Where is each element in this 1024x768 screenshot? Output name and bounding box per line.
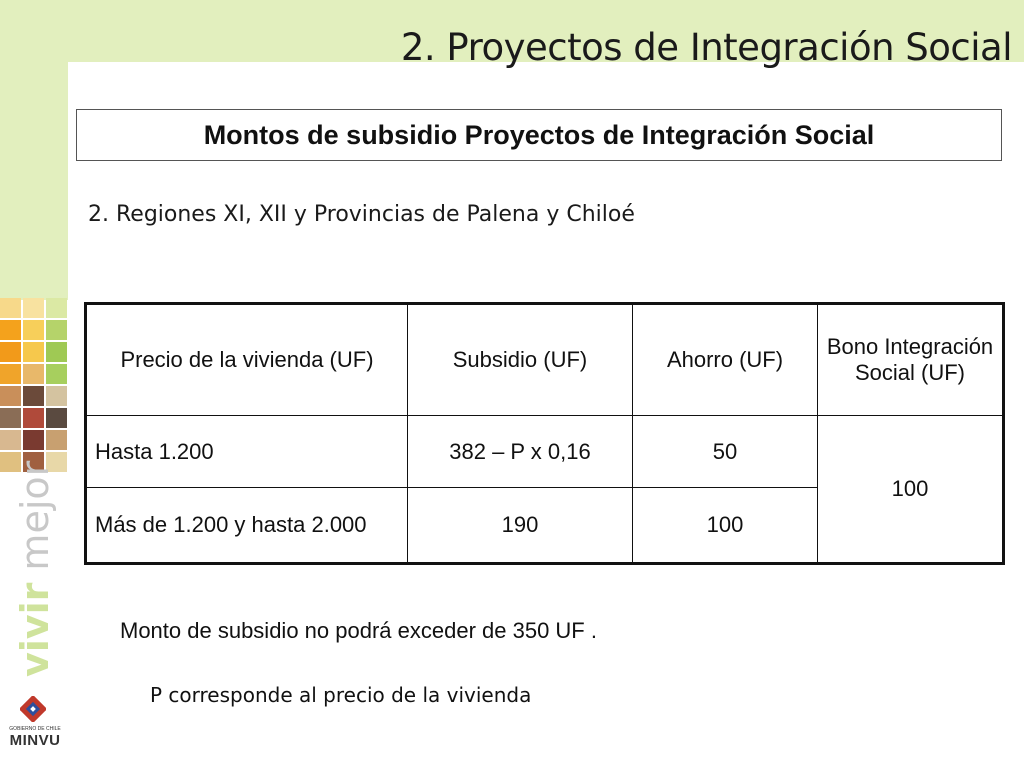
brand-vivir-mejor bbox=[13, 460, 57, 677]
cell-precio: Hasta 1.200 bbox=[86, 416, 408, 488]
table-row bbox=[86, 416, 1004, 488]
region-text: 2. Regiones XI, XII y Provincias de Palena y Chiloé bbox=[88, 202, 635, 227]
cell-precio: Más de 1.200 y hasta 2.000 bbox=[86, 488, 408, 564]
cell-ahorro: 50 bbox=[633, 416, 818, 488]
subsidy-table bbox=[84, 302, 1005, 565]
p-definition-note: P corresponde al precio de la vivienda bbox=[150, 683, 532, 707]
logo-gobierno-text: GOBIERNO DE CHILE bbox=[9, 726, 61, 732]
cell-bono: 100 bbox=[818, 416, 1004, 564]
header-precio: Precio de la vivienda (UF) bbox=[86, 304, 408, 416]
photo-mosaic bbox=[0, 298, 68, 480]
brand-word-mejor: mejor bbox=[13, 460, 57, 571]
header-ahorro: Ahorro (UF) bbox=[633, 304, 818, 416]
subtitle-box bbox=[76, 109, 1002, 161]
cell-subsidio: 190 bbox=[408, 488, 633, 564]
header-subsidio: Subsidio (UF) bbox=[408, 304, 633, 416]
slide-title: 2. Proyectos de Integración Social bbox=[400, 26, 1012, 69]
max-subsidy-note: Monto de subsidio no podrá exceder de 350 UF . bbox=[120, 618, 597, 643]
table-header-row bbox=[86, 304, 1004, 416]
brand-word-vivir: vivir bbox=[13, 582, 57, 677]
left-band bbox=[0, 0, 68, 300]
cell-subsidio: 382 – P x 0,16 bbox=[408, 416, 633, 488]
subtitle-text: Montos de subsidio Proyectos de Integración Social bbox=[203, 119, 875, 150]
minvu-shield-icon bbox=[20, 696, 46, 722]
header-bono: Bono Integración Social (UF) bbox=[818, 304, 1004, 416]
cell-ahorro: 100 bbox=[633, 488, 818, 564]
logo-minvu-text: MINVU bbox=[9, 732, 61, 749]
